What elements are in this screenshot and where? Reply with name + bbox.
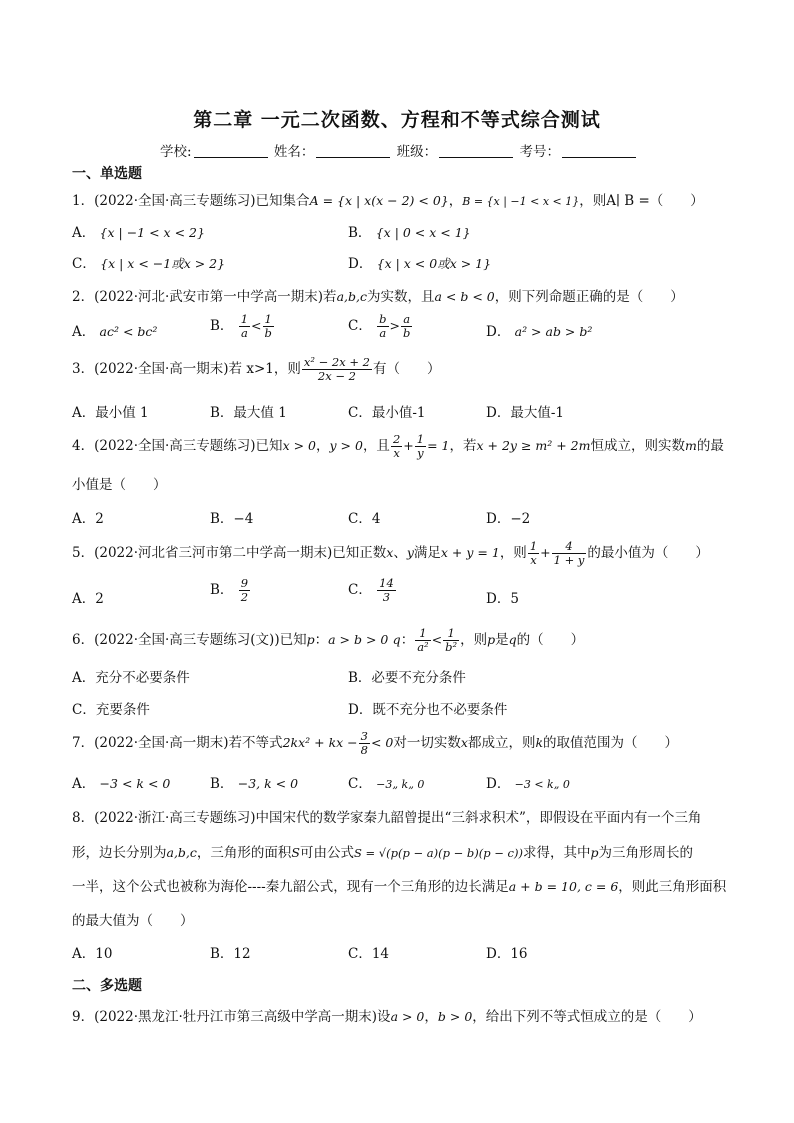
- question-3-option-c[interactable]: C．最小值-1: [348, 405, 426, 421]
- question-3-option-b[interactable]: B．最大值 1: [210, 405, 287, 421]
- section-multi-choice: 二、多选题: [72, 978, 142, 994]
- question-8-line-1: 8．(2022·浙江·高三专题练习)中国宋代的数学家秦九韶曾提出“三斜求积术”，即假设在平面内有一个三角: [72, 810, 702, 826]
- question-3-option-a[interactable]: A．最小值 1: [72, 405, 149, 421]
- question-1-stem: 1．(2022·全国·高三专题练习)已知集合A = {x | x(x − 2) < 0}，B = {x | −1 < x < 1}，则A∣ B =（ ）: [72, 193, 704, 209]
- question-4-option-d[interactable]: D．−2: [486, 511, 531, 527]
- question-8-line-2: 形，边长分别为a,b,c，三角形的面积S可由公式S = √(p(p − a)(p − b)(p − c))求得，其中p为三角形周长的: [72, 845, 693, 861]
- question-6-stem: 6．(2022·全国·高三专题练习(文))已知p：a > b > 0 q： $\frac{1}{\text{a²}}$ < $\frac{1}{\text{b²}}$ ，则p是q的（ ）: [72, 626, 585, 654]
- question-7-option-c[interactable]: C． −3„ k„ 0: [348, 776, 425, 792]
- question-1-option-d[interactable]: D． {x | x < 0或x > 1}: [348, 256, 492, 272]
- question-6-option-d[interactable]: D．既不充分也不必要条件: [348, 702, 508, 718]
- question-7-option-b[interactable]: B． −3, k < 0: [210, 776, 299, 792]
- question-5-option-a[interactable]: A．2: [72, 591, 104, 607]
- page-title: 第二章 一元二次函数、方程和不等式综合测试: [193, 109, 601, 131]
- class-label: 班级：: [396, 144, 438, 160]
- question-2-option-a[interactable]: A． ac² < bc²: [72, 324, 158, 340]
- question-2-option-b[interactable]: B． $\frac{1}{a}$ < $\frac{1}{b}$: [210, 312, 272, 340]
- name-label: 姓名：: [273, 144, 315, 160]
- question-4-stem-line-2: 小值是（ ）: [72, 477, 167, 493]
- question-8-line-3: 一半，这个公式也被称为海伦----秦九韶公式，现有一个三角形的边长满足a + b = 10, c = 6，则此三角形面积: [72, 879, 727, 895]
- section-single-choice: 一、单选题: [72, 166, 142, 182]
- question-2-option-c[interactable]: C． $\frac{b}{a}$ > $\frac{a}{b}$: [348, 312, 411, 340]
- question-4-option-b[interactable]: B．−4: [210, 511, 254, 527]
- school-blank[interactable]: [194, 143, 268, 158]
- question-1-option-b[interactable]: B． {x | 0 < x < 1}: [348, 225, 471, 241]
- question-4-option-c[interactable]: C．4: [348, 511, 381, 527]
- question-6-option-a[interactable]: A．充分不必要条件: [72, 670, 190, 686]
- question-5-option-c[interactable]: C． $\frac{14}{3}$: [348, 576, 394, 604]
- class-blank[interactable]: [439, 143, 513, 158]
- question-7-option-a[interactable]: A． −3 < k < 0: [72, 776, 171, 792]
- question-6-option-c[interactable]: C．充要条件: [72, 702, 150, 718]
- question-8-option-a[interactable]: A．10: [72, 946, 113, 962]
- question-5-option-d[interactable]: D．5: [486, 591, 519, 607]
- question-2-stem: 2．(2022·河北·武安市第一中学高一期末)若a,b,c为实数，且a < b < 0，则下列命题正确的是（ ）: [72, 289, 684, 305]
- question-7-option-d[interactable]: D． −3 < k„ 0: [486, 776, 570, 792]
- question-5-stem: 5．(2022·河北省三河市第二中学高一期末)已知正数x、y满足x + y = 1，则 $\frac{1}{x}$ + $\frac{4}{1 + y}$ 的最小值为（ ）: [72, 539, 709, 567]
- exam-no-blank[interactable]: [562, 143, 636, 158]
- question-3-option-d[interactable]: D．最大值-1: [486, 405, 564, 421]
- question-1-option-a[interactable]: A． {x | −1 < x < 2}: [72, 225, 205, 241]
- school-label: 学校:: [160, 144, 192, 160]
- question-8-option-d[interactable]: D．16: [486, 946, 528, 962]
- student-info-row: [160, 140, 638, 160]
- question-8-option-c[interactable]: C．14: [348, 946, 390, 962]
- exam-no-label: 考号：: [519, 144, 560, 160]
- question-4-stem-line-1: 4．(2022·全国·高三专题练习)已知x > 0，y > 0，且 $\frac{2}{x}$ + $\frac{1}{y}$ = 1，若x + 2y ≥ m² + 2m恒成立，则实数m的最: [72, 432, 724, 460]
- question-4-option-a[interactable]: A．2: [72, 511, 104, 527]
- question-3-stem: 3．(2022·全国·高一期末)若 x>1，则 $\frac{\text{x² − 2x + 2}}{2x - 2}$ 有（ ）: [72, 355, 441, 383]
- question-1-option-c[interactable]: C． {x | x < −1或x > 2}: [72, 256, 226, 272]
- question-8-line-4: 的最大值为（ ）: [72, 913, 194, 929]
- question-8-option-b[interactable]: B．12: [210, 946, 251, 962]
- question-7-stem: 7．(2022·全国·高一期末)若不等式2kx² + kx − $\frac{3}{8}$ < 0对一切实数x都成立，则k的取值范围为（ ）: [72, 729, 679, 757]
- question-9-stem: 9．(2022·黑龙江·牡丹江市第三高级中学高一期末)设a > 0，b > 0，给出下列不等式恒成立的是（ ）: [72, 1009, 702, 1025]
- question-2-option-d[interactable]: D． a² > ab > b²: [486, 324, 593, 340]
- name-blank[interactable]: [316, 143, 390, 158]
- question-5-option-b[interactable]: B． $\frac{9}{2}$: [210, 576, 249, 604]
- question-6-option-b[interactable]: B．必要不充分条件: [348, 670, 466, 686]
